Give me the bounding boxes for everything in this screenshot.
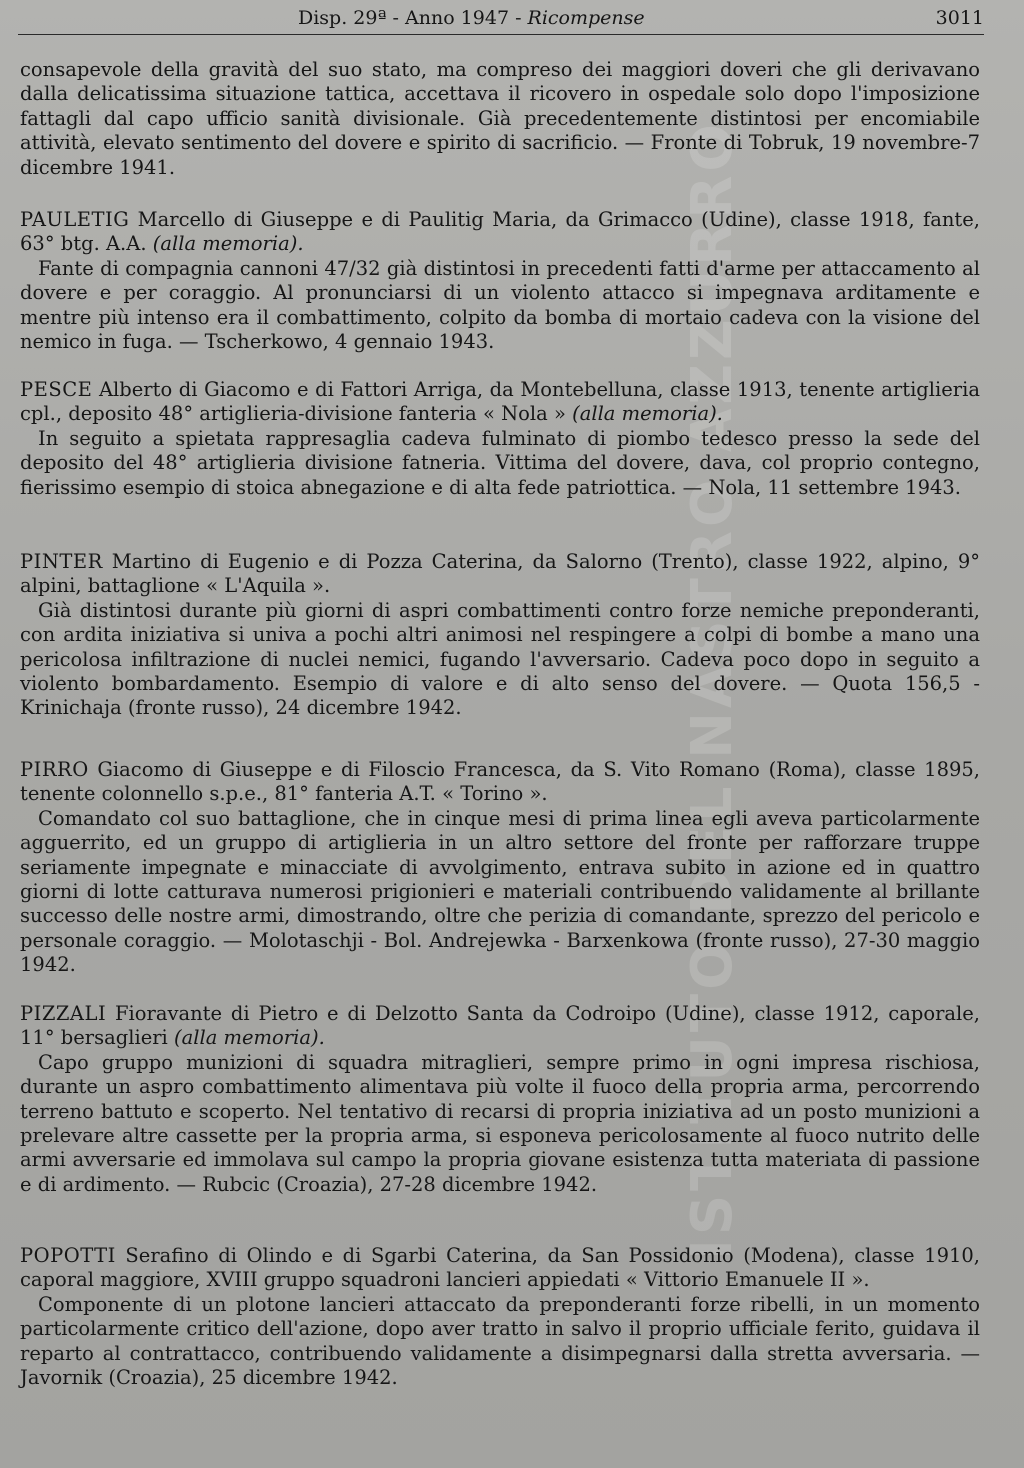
entry-pesce: [20, 378, 980, 500]
entry-citation: Componente di un plotone lancieri attaccato da preponderanti forze ribelli, in un momento particolarmente critico dell'azione, dopo aver tratto in salvo il proprio ufficiale ferito, guidava il reparto al contrattacco, contribuendo validamente a disimpegnarsi dalla stretta avversaria. — Javornik (Croazia), 25 dicembre 1942.: [20, 1292, 980, 1390]
entry-pirro: [20, 758, 980, 978]
page-header: [18, 4, 984, 35]
entry-name: PIZZALI: [20, 1002, 107, 1025]
entry-details: Martino di Eugenio e di Pozza Caterina, da Salorno (Trento), classe 1922, alpino, 9° alpini, battaglione « L'Aquila ».: [20, 550, 980, 598]
entry-citation: Già distintosi durante più giorni di aspri combattimenti contro forze nemiche preponderanti, con ardita iniziativa si univa a pochi altri animosi nel respingere a colpi di bombe a mano una pericolosa infiltrazione di nuclei nemici, fugando l'avversario. Cadeva poco dopo in seguito a violento bombardamento. Esempio di valore e di alto senso del dovere. — Quota 156,5 - Krinichaja (fronte russo), 24 dicembre 1942.: [20, 598, 980, 720]
entry-name: PESCE: [20, 378, 93, 401]
entry-details: Alberto di Giacomo e di Fattori Arriga, da Montebelluna, classe 1913, tenente artiglieria cpl., deposito 48° artiglieria-divisione fanteria « Nola »: [20, 378, 980, 426]
entry-note: (alla memoria).: [572, 402, 723, 426]
entry-citation: Capo gruppo munizioni di squadra mitraglieri, sempre primo in ogni impresa rischiosa, durante un aspro combattimento alimentava più volte il fuoco della propria arma, percorrendo terreno battuto e scoperto. Nel tentativo di recarsi di propria iniziativa ad un posto munizioni a prelevare altre cassette per la propria arma, si esponeva pericolosamente al fuoco nutrito delle armi avversarie ed immolava sul campo la propria giovane esistenza tutta materiata di passione e di ardimento. — Rubcic (Croazia), 27-28 dicembre 1942.: [20, 1050, 980, 1196]
entry-note: (alla memoria).: [152, 232, 304, 256]
watermark-text: ISTITUTO DEL NASTRO AZZURRO: [680, 120, 745, 1260]
entry-citation: Fante di compagnia cannoni 47/32 già distintosi in precedenti fatti d'arme per attaccamento al dovere e per coraggio. Al pronunciarsi di un violento attacco si impegnava arditamente e mentre più intenso era il combattimento, colpito da bomba di mortaio cadeva con la visione del nemico in fuga. — Tscherkowo, 4 gennaio 1943.: [20, 256, 980, 354]
entry-note: (alla memoria).: [174, 1026, 325, 1050]
header-title: Disp. 29ª - Anno 1947 - Ricompense: [298, 7, 645, 29]
entry-name: PAULETIG: [20, 208, 130, 231]
entry-details: Serafino di Olindo e di Sgarbi Caterina, da San Possidonio (Modena), classe 1910, caporal maggiore, XVIII gruppo squadroni lancieri appiedati « Vittorio Emanuele II ».: [20, 1244, 980, 1292]
entry-pizzali: [20, 1002, 980, 1197]
entry-details: Giacomo di Giuseppe e di Filoscio Francesca, da S. Vito Romano (Roma), classe 1895, tenente colonnello s.p.e., 81° fanteria A.T. « Torino ».: [20, 758, 980, 806]
entry-pauletig: [20, 208, 980, 354]
entry-details: Fioravante di Pietro e di Delzotto Santa da Codroipo (Udine), classe 1912, caporale, 11° bersaglieri: [20, 1002, 980, 1050]
entry-pinter: [20, 550, 980, 721]
entry-name: PINTER: [20, 550, 103, 573]
intro-paragraph: consapevole della gravità del suo stato, ma compreso dei maggiori doveri che gli derivavano dalla delicatissima situazione tattica, accettava il ricovero in ospedale solo dopo l'imposizione fattagli dal capo ufficio sanità divisionale. Già precedentemente distintosi per encomiabile attività, elevato sentimento del dovere e spirito di sacrificio. — Fronte di Tobruk, 19 novembre-7 dicembre 1941.: [20, 58, 980, 179]
page-number: 3011: [935, 7, 984, 29]
header-title-italic: Ricompense: [527, 7, 645, 29]
entry-citation: In seguito a spietata rappresaglia cadeva fulminato di piombo tedesco presso la sede del deposito del 48° artiglieria divisione fatneria. Vittima del dovere, dava, col proprio contegno, fierissimo esempio di stoica abnegazione e di alta fede patriottica. — Nola, 11 settembre 1943.: [20, 426, 980, 499]
entry-details: Marcello di Giuseppe e di Paulitig Maria, da Grimacco (Udine), classe 1918, fante, 63° btg. A.A.: [20, 208, 980, 256]
entry-name: POPOTTI: [20, 1244, 116, 1267]
entry-popotti: [20, 1244, 980, 1390]
entry-citation: Comandato col suo battaglione, che in cinque mesi di prima linea egli aveva particolarmente agguerrito, ed un gruppo di artiglieria in un altro settore del fronte per rafforzare truppe seriamente impegnate e minacciate di avvolgimento, entrava subito in azione ed in quattro giorni di lotte catturava numerosi prigionieri e materiali contribuendo validamente al brillante successo delle nostre armi, dimostrando, oltre che perizia di comandante, sprezzo del pericolo e personale coraggio. — Molotaschji - Bol. Andrejewka - Barxenkowa (fronte russo), 27-30 maggio 1942.: [20, 806, 980, 977]
entry-name: PIRRO: [20, 758, 89, 781]
